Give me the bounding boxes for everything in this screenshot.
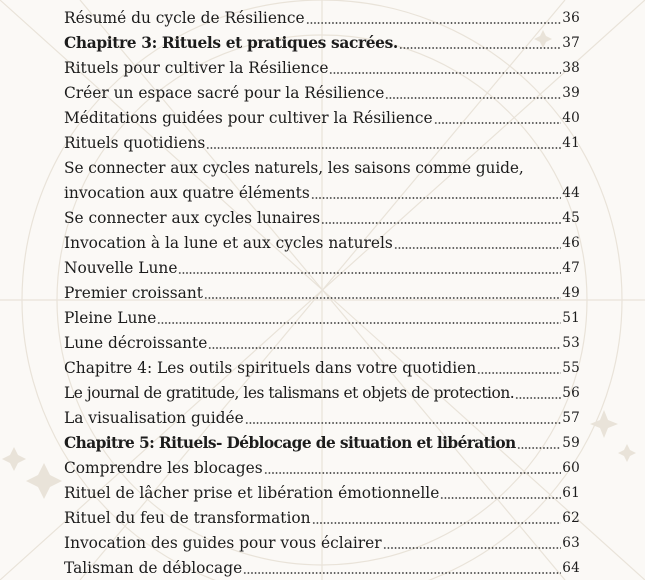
toc-entry[interactable] <box>64 6 580 28</box>
dot-leader <box>178 272 561 274</box>
dot-leader <box>385 97 561 99</box>
toc-entry-page: 40 <box>562 110 580 126</box>
dot-leader <box>204 297 561 299</box>
toc-entry-page: 60 <box>562 460 580 476</box>
toc-entry[interactable] <box>64 531 580 553</box>
toc-entry[interactable] <box>64 131 580 153</box>
toc-entry-title: Chapitre 4: Les outils spirituels dans votre quotidien <box>64 359 477 377</box>
toc-entry[interactable] <box>64 81 580 103</box>
toc-entry[interactable] <box>64 106 580 128</box>
dot-leader <box>383 547 562 549</box>
toc-entry-page: 59 <box>562 435 580 451</box>
dot-leader <box>394 247 561 249</box>
toc-entry[interactable] <box>64 231 580 253</box>
toc-entry-title: Rituel du feu de transformation <box>64 509 311 527</box>
toc-entry[interactable] <box>64 256 580 278</box>
dot-leader <box>311 197 562 199</box>
toc-entry-page: 57 <box>562 410 580 426</box>
dot-leader <box>264 472 562 474</box>
dot-leader <box>206 147 561 149</box>
toc-entry-page: 56 <box>562 385 580 401</box>
toc-entry-title: Se connecter aux cycles lunaires <box>64 209 321 227</box>
dot-leader <box>440 497 561 499</box>
toc-entry[interactable] <box>64 56 580 78</box>
toc-entry[interactable] <box>64 281 580 303</box>
toc-entry-page: 53 <box>562 335 580 351</box>
toc-entry[interactable] <box>64 381 580 403</box>
toc-entry-page: 51 <box>562 310 580 326</box>
toc-entry-page: 41 <box>562 135 580 151</box>
dot-leader <box>312 522 562 524</box>
dot-leader <box>329 72 561 74</box>
toc-entry[interactable] <box>64 331 580 353</box>
toc-entry[interactable] <box>64 506 580 528</box>
dot-leader <box>399 47 561 49</box>
toc-entry-title: Lune décroissante <box>64 334 208 352</box>
dot-leader <box>515 397 561 399</box>
toc-entry-title: invocation aux quatre éléments <box>64 184 310 202</box>
toc-entry-page: 38 <box>562 60 580 76</box>
toc-entry-page: 44 <box>562 185 580 201</box>
toc-entry[interactable] <box>64 406 580 428</box>
toc-entry-title: Invocation des guides pour vous éclairer <box>64 534 382 552</box>
toc-entry-title: La visualisation guidée <box>64 409 244 427</box>
toc-entry[interactable] <box>64 456 580 478</box>
dot-leader <box>243 572 561 574</box>
toc-entry-page: 49 <box>562 285 580 301</box>
toc-entry-page: 47 <box>562 260 580 276</box>
toc-entry-page: 46 <box>562 235 580 251</box>
toc-entry-page: 62 <box>562 510 580 526</box>
toc-entry-title: Rituel de lâcher prise et libération émotionnelle <box>64 484 440 502</box>
toc-entry-title: Talisman de déblocage <box>64 559 243 577</box>
dot-leader <box>517 447 562 449</box>
toc-entry[interactable] <box>64 306 580 328</box>
toc-chapter-heading[interactable] <box>64 431 580 453</box>
toc-entry-line[interactable] <box>64 156 580 178</box>
toc-entry-title: Créer un espace sacré pour la Résilience <box>64 84 385 102</box>
toc-entry-title: Méditations guidées pour cultiver la Résilience <box>64 109 433 127</box>
dot-leader <box>321 222 561 224</box>
toc-entry-title: Rituels quotidiens <box>64 134 206 152</box>
dot-leader <box>157 322 561 324</box>
toc-entry-page: 36 <box>562 10 580 26</box>
toc-entry-page: 45 <box>562 210 580 226</box>
toc-entry-page: 39 <box>562 85 580 101</box>
toc-entry-title: Chapitre 5: Rituels- Déblocage de situation et libération <box>64 434 516 452</box>
dot-leader <box>477 372 561 374</box>
toc-entry-title: Se connecter aux cycles naturels, les saisons comme guide, <box>64 159 524 177</box>
toc-entry-page: 64 <box>562 560 580 576</box>
toc-entry-title: Résumé du cycle de Résilience <box>64 9 305 27</box>
toc-entry[interactable] <box>64 206 580 228</box>
toc-entry-title: Pleine Lune <box>64 309 157 327</box>
dot-leader <box>306 22 562 24</box>
toc-entry-page: 55 <box>562 360 580 376</box>
toc-entry[interactable] <box>64 556 580 578</box>
toc-entry-title: Le journal de gratitude, les talismans et objets de protection. <box>64 384 515 402</box>
toc-entry-title: Invocation à la lune et aux cycles naturels <box>64 234 393 252</box>
dot-leader <box>245 422 562 424</box>
toc-entry[interactable] <box>64 356 580 378</box>
toc-chapter-heading[interactable] <box>64 31 580 53</box>
dot-leader <box>434 122 562 124</box>
toc-entry-page: 63 <box>562 535 580 551</box>
toc-entry-title: Comprendre les blocages <box>64 459 263 477</box>
dot-leader <box>208 347 561 349</box>
toc-entry-title: Premier croissant <box>64 284 203 302</box>
toc-entry-title: Rituels pour cultiver la Résilience <box>64 59 329 77</box>
toc-entry-title: Nouvelle Lune <box>64 259 178 277</box>
toc-entry[interactable] <box>64 481 580 503</box>
toc-entry-title: Chapitre 3: Rituels et pratiques sacrées. <box>64 34 398 52</box>
toc-entry[interactable] <box>64 181 580 203</box>
toc-entry-page: 61 <box>562 485 580 501</box>
toc-entry-page: 37 <box>562 35 580 51</box>
